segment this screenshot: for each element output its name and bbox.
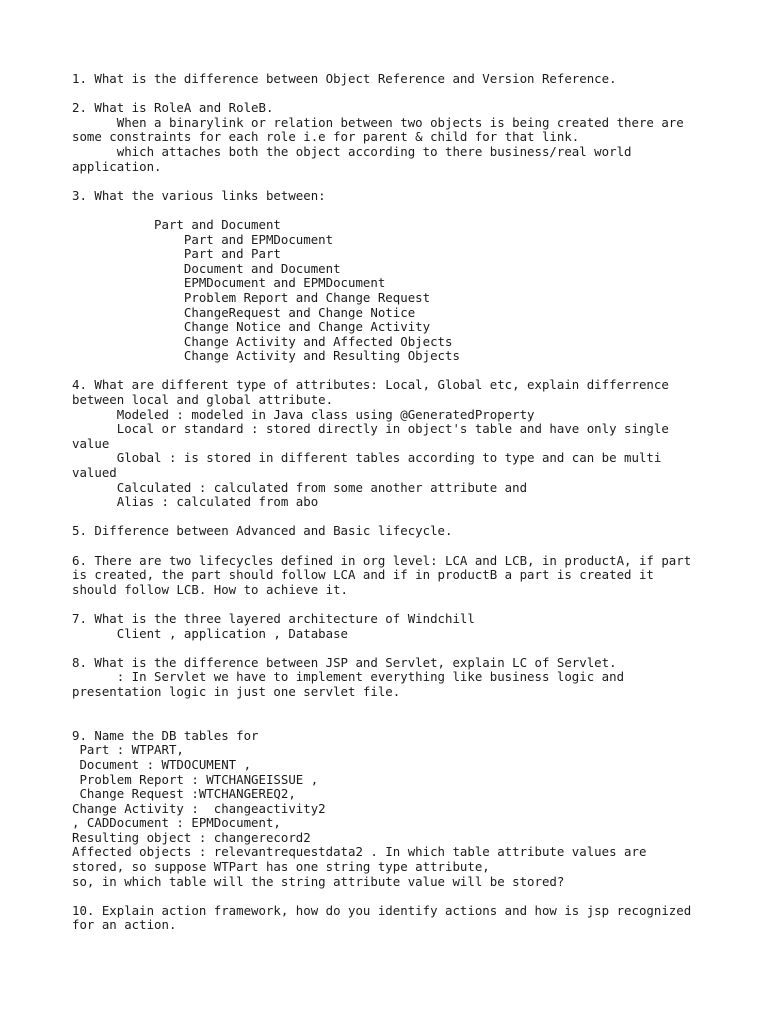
document-line: Global : is stored in different tables according to type and can be multi [72, 450, 662, 466]
document-line [72, 87, 712, 102]
document-line: is created, the part should follow LCA and if in productB a part is created it [72, 567, 654, 583]
document-line: application. [72, 158, 162, 174]
document-line: Change Activity and Affected Objects [72, 333, 453, 349]
document-line: Resulting object : changerecord2 [72, 829, 311, 845]
document-line: 8. What is the difference between JSP and Servlet, explain LC of Servlet. [72, 654, 617, 670]
document-line: Document : WTDOCUMENT , [72, 756, 252, 772]
document-line: 9. Name the DB tables for [72, 727, 259, 743]
document-line [72, 714, 712, 729]
document-line: stored, so suppose WTPart has one string type attribute, [72, 859, 490, 875]
document-line: Change Activity : changeactivity2 [72, 800, 326, 816]
document-line: Calculated : calculated from some another attribute and [72, 479, 528, 495]
document-line: 10. Explain action framework, how do you identify actions and how is jsp recognized [72, 902, 692, 918]
document-line: 2. What is RoleA and RoleB. [72, 100, 274, 116]
document-line: value [72, 435, 110, 451]
document-line: When a binarylink or relation between two objects is being created there are [72, 114, 684, 130]
document-line: Problem Report : WTCHANGEISSUE , [72, 771, 319, 787]
document-line: valued [72, 465, 117, 481]
document-line [72, 203, 712, 218]
document-line: so, in which table will the string attribute value will be stored? [72, 873, 565, 889]
document-line [72, 174, 712, 189]
document-line [72, 510, 712, 525]
document-line: 7. What is the three layered architecture of Windchill [72, 610, 475, 626]
document-line: Part and Part [72, 246, 281, 262]
document-line: for an action. [72, 917, 177, 933]
document-line [72, 597, 712, 612]
document-line: 1. What is the difference between Object Reference and Version Reference. [72, 71, 617, 86]
document-line: : In Servlet we have to implement everything like business logic and [72, 669, 625, 685]
document-line: 5. Difference between Advanced and Basic lifecycle. [72, 523, 453, 539]
document-line: Affected objects : relevantrequestdata2 . In which table attribute values are [72, 844, 647, 860]
document-line: Client , application , Database [72, 625, 349, 641]
document-line: Document and Document [72, 260, 341, 276]
document-line: Local or standard : stored directly in object's table and have only single [72, 421, 669, 437]
document-line: some constraints for each role i.e for parent & child for that link. [72, 129, 580, 145]
document-line: Alias : calculated from abo [72, 494, 319, 510]
document-line: Problem Report and Change Request [72, 289, 431, 305]
document-line [72, 539, 712, 554]
document-line: between local and global attribute. [72, 392, 334, 408]
document-line: Modeled : modeled in Java class using @GeneratedProperty [72, 406, 535, 422]
document-body [72, 72, 712, 933]
document-line: ChangeRequest and Change Notice [72, 304, 416, 320]
document-line [72, 364, 712, 379]
document-line: Part : WTPART, [72, 742, 184, 758]
document-line [72, 700, 712, 715]
document-line: Change Activity and Resulting Objects [72, 348, 460, 364]
document-line: , CADDocument : EPMDocument, [72, 815, 281, 831]
document-line [72, 641, 712, 656]
document-line: 3. What the various links between: [72, 187, 326, 203]
document-line: EPMDocument and EPMDocument [72, 275, 386, 291]
document-line: Change Request :WTCHANGEREQ2, [72, 786, 296, 802]
document-line: 4. What are different type of attributes: Local, Global etc, explain differrence [72, 377, 669, 393]
document-line [72, 889, 712, 904]
document-line: should follow LCB. How to achieve it. [72, 581, 349, 597]
document-line: Part and Document [72, 216, 281, 232]
document-line: presentation logic in just one servlet file. [72, 683, 401, 699]
document-line: Change Notice and Change Activity [72, 319, 431, 335]
document-line: which attaches both the object according to there business/real world [72, 143, 632, 159]
document-line: Part and EPMDocument [72, 231, 334, 247]
document-line: 6. There are two lifecycles defined in org level: LCA and LCB, in productA, if part [72, 552, 692, 568]
